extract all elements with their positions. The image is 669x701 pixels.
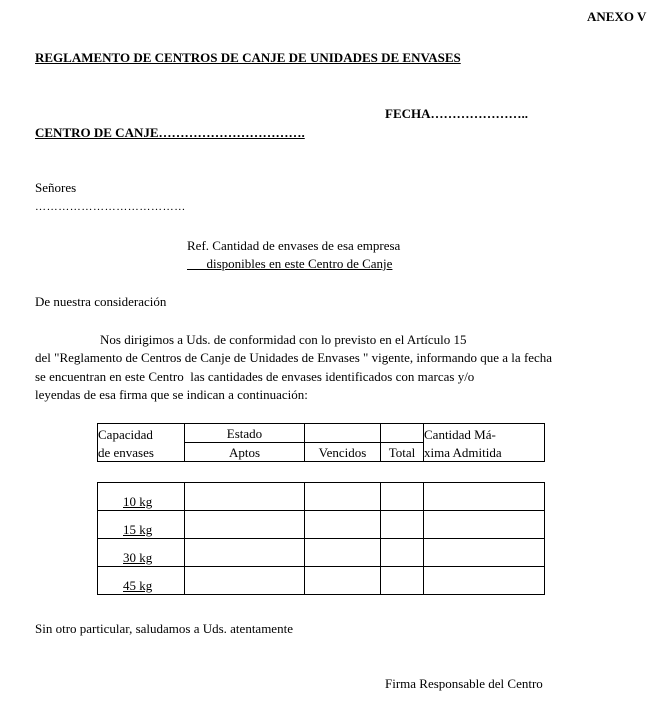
table-row (98, 483, 545, 511)
total-cell[interactable] (381, 483, 424, 511)
capacity-cell: 10 kg (98, 483, 185, 511)
greeting: De nuestra consideración (35, 294, 167, 309)
body-line-1: Nos dirigimos a Uds. de conformidad con lo previsto en el Artículo 15 (100, 332, 467, 347)
date-field[interactable]: FECHA………………….. (385, 106, 528, 121)
header-expired: Vencidos (305, 443, 381, 462)
addressee-label: Señores (35, 180, 77, 195)
expired-cell[interactable] (305, 567, 381, 595)
expired-cell[interactable] (305, 483, 381, 511)
max-cell[interactable] (424, 511, 545, 539)
exchange-center-field[interactable]: CENTRO DE CANJE……………………………. (35, 125, 305, 140)
reference-line-2: disponibles en este Centro de Canje (187, 256, 393, 271)
closing-text: Sin otro particular, saludamos a Uds. atentamente (35, 621, 293, 636)
annex-label: ANEXO V (587, 9, 647, 24)
header-total: Total (381, 443, 424, 462)
max-cell[interactable] (424, 483, 545, 511)
body-line-2: del "Reglamento de Centros de Canje de Unidades de Envases " vigente, informando que a la fecha (35, 350, 553, 365)
signature-label: Firma Responsable del Centro (385, 676, 543, 691)
header-fit: Aptos (185, 443, 305, 462)
header-empty-expired (305, 424, 381, 443)
table-row (98, 567, 545, 595)
expired-cell[interactable] (305, 511, 381, 539)
header-status: Estado (185, 424, 305, 443)
document-title: REGLAMENTO DE CENTROS DE CANJE DE UNIDADES DE ENVASES (35, 50, 461, 65)
capacity-cell: 45 kg (98, 567, 185, 595)
max-cell[interactable] (424, 567, 545, 595)
table-row (98, 539, 545, 567)
total-cell[interactable] (381, 539, 424, 567)
total-cell[interactable] (381, 511, 424, 539)
table-header (97, 423, 545, 462)
header-capacity-2: de envases (98, 443, 185, 462)
expired-cell[interactable] (305, 539, 381, 567)
total-cell[interactable] (381, 567, 424, 595)
fit-cell[interactable] (185, 567, 305, 595)
fit-cell[interactable] (185, 511, 305, 539)
table-row (98, 511, 545, 539)
capacity-cell: 30 kg (98, 539, 185, 567)
data-table (97, 482, 545, 595)
header-max-2: xima Admitida (424, 443, 545, 462)
capacity-cell: 15 kg (98, 511, 185, 539)
body-line-3: se encuentran en este Centro las cantidades de envases identificados con marcas y/o (35, 369, 475, 384)
header-capacity-1: Capacidad (98, 424, 185, 443)
header-empty-total (381, 424, 424, 443)
reference-line-1: Ref. Cantidad de envases de esa empresa (187, 238, 401, 253)
fit-cell[interactable] (185, 483, 305, 511)
max-cell[interactable] (424, 539, 545, 567)
body-line-4: leyendas de esa firma que se indican a continuación: (35, 387, 308, 402)
header-max-1: Cantidad Má- (424, 424, 545, 443)
addressee-field[interactable]: ………………………………… (35, 201, 186, 213)
fit-cell[interactable] (185, 539, 305, 567)
